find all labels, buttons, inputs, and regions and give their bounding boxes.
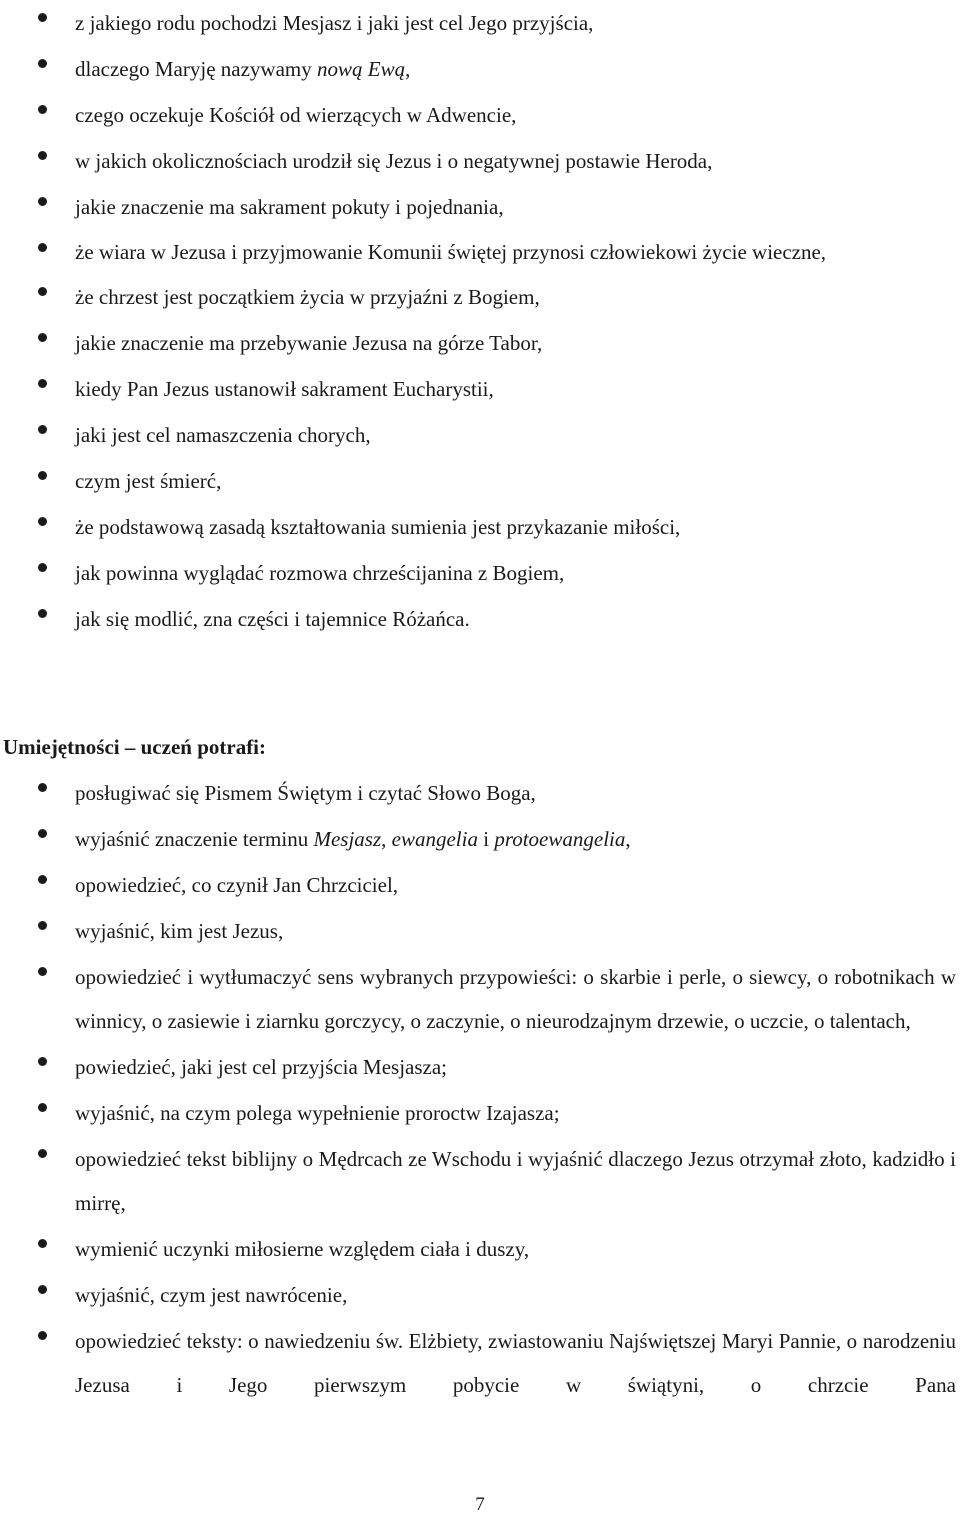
list-item: opowiedzieć teksty: o nawiedzeniu św. Elżbiety, zwiastowaniu Najświętszej Maryi Pannie, o narodzeniu Jezusa i Jego pierwszym pobycie w świątyni, o chrzcie Pana: [0, 1318, 960, 1408]
list-item: że podstawową zasadą kształtowania sumienia jest przykazanie miłości,: [0, 504, 960, 550]
list-item: z jakiego rodu pochodzi Mesjasz i jaki jest cel Jego przyjścia,: [0, 0, 960, 46]
list-item: wymienić uczynki miłosierne względem ciała i duszy,: [0, 1226, 960, 1272]
list-item: jakie znaczenie ma przebywanie Jezusa na górze Tabor,: [0, 320, 960, 366]
list-item: posługiwać się Pismem Świętym i czytać Słowo Boga,: [0, 770, 960, 816]
knowledge-list: [0, 0, 960, 642]
list-item: czym jest śmierć,: [0, 458, 960, 504]
list-item: jakie znaczenie ma sakrament pokuty i pojednania,: [0, 184, 960, 230]
term-mesjasz: Mesjasz: [313, 827, 382, 851]
list-item: wyjaśnić, czym jest nawrócenie,: [0, 1272, 960, 1318]
term-ewangelia: ewangelia: [391, 827, 478, 851]
list-item: wyjaśnić, na czym polega wypełnienie proroctw Izajasza;: [0, 1090, 960, 1136]
list-item: powiedzieć, jaki jest cel przyjścia Mesjasza;: [0, 1044, 960, 1090]
list-item: wyjaśnić, kim jest Jezus,: [0, 908, 960, 954]
list-item: że wiara w Jezusa i przyjmowanie Komunii świętej przynosi człowiekowi życie wieczne,: [0, 230, 960, 274]
list-item: dlaczego Maryję nazywamy nową Ewą,: [0, 46, 960, 92]
page-number: 7: [475, 1494, 485, 1515]
list-item: opowiedzieć i wytłumaczyć sens wybranych przypowieści: o skarbie i perle, o siewcy, o robotnikach w winnicy, o zasiewie i ziarnku gorczycy, o zaczynie, o nieurodzajnym drzewie, o uczcie, o talentach,: [0, 954, 960, 1044]
list-item: opowiedzieć tekst biblijny o Mędrcach ze Wschodu i wyjaśnić dlaczego Jezus otrzymał złoto, kadzidło i mirrę,: [0, 1136, 960, 1226]
list-item: czego oczekuje Kościół od wierzących w Adwencie,: [0, 92, 960, 138]
list-item: wyjaśnić znaczenie terminu Mesjasz, ewangelia i protoewangelia,: [0, 816, 960, 862]
list-item: jak powinna wyglądać rozmowa chrześcijanina z Bogiem,: [0, 550, 960, 596]
list-item: jaki jest cel namaszczenia chorych,: [0, 412, 960, 458]
list-item: jak się modlić, zna części i tajemnice Różańca.: [0, 596, 960, 642]
skills-list: [0, 770, 960, 1408]
list-item: kiedy Pan Jezus ustanowił sakrament Eucharystii,: [0, 366, 960, 412]
list-item: opowiedzieć, co czynił Jan Chrzciciel,: [0, 862, 960, 908]
list-item: że chrzest jest początkiem życia w przyjaźni z Bogiem,: [0, 274, 960, 320]
list-item: w jakich okolicznościach urodził się Jezus i o negatywnej postawie Heroda,: [0, 138, 960, 184]
emphasis: nową Ewą: [316, 57, 406, 81]
skills-heading: Umiejętności – uczeń potrafi:: [3, 735, 267, 759]
term-protoewangelia: protoewangelia: [494, 827, 626, 851]
